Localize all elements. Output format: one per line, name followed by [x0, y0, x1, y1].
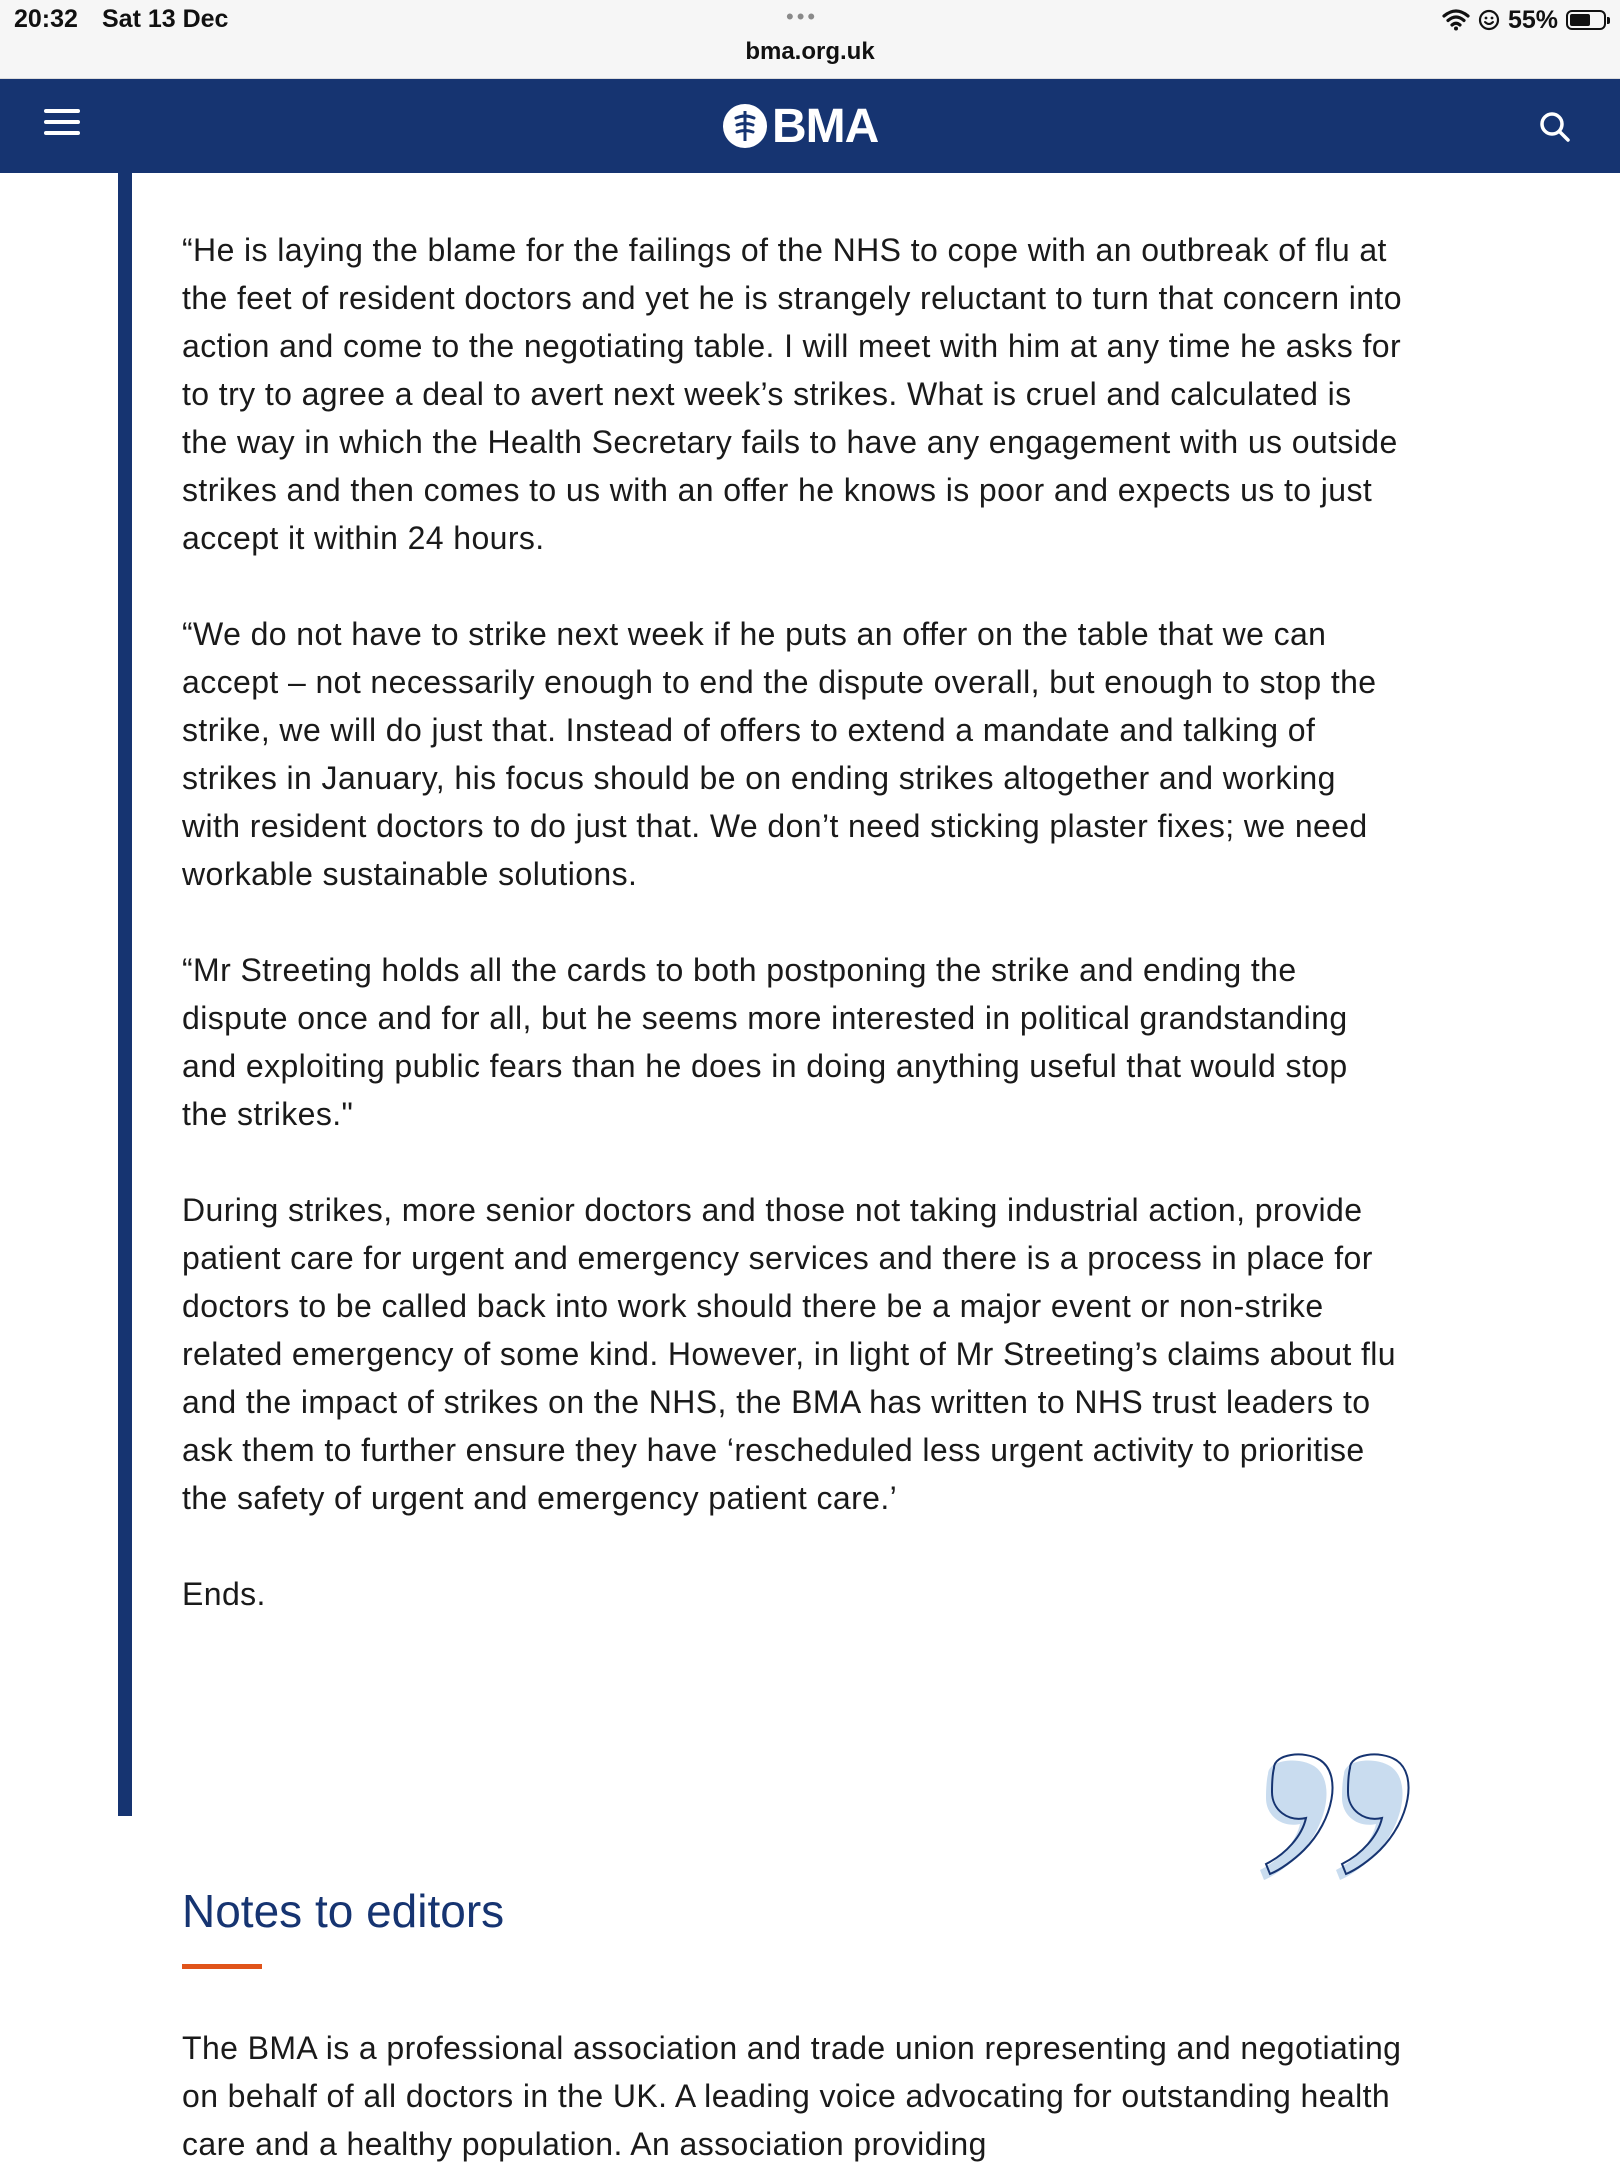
article-body	[182, 226, 1402, 1666]
menu-icon-line	[44, 131, 80, 135]
bma-logo[interactable]	[722, 98, 878, 154]
battery-icon	[1566, 10, 1606, 30]
battery-percent: 55%	[1507, 5, 1558, 34]
bma-emblem-icon	[722, 103, 768, 149]
status-indicators	[1442, 4, 1606, 36]
closing-quote-icon	[1250, 1748, 1450, 1888]
article-paragraph: “We do not have to strike next week if he puts an offer on the table that we can accept – not necessarily enough to end the dispute overall, but enough to stop the strike, we will do just that. Instead of offers to extend a mandate and talking of strikes in January, his focus should be on ending strikes altogether and working with resident doctors to do just that. We don’t need sticking plaster fixes; we need workable sustainable solutions.	[182, 616, 1377, 892]
site-header	[0, 79, 1620, 173]
notes-heading: Notes to editors	[182, 1885, 505, 1937]
article-paragraph: “He is laying the blame for the failings of the NHS to cope with an outbreak of flu at the feet of resident doctors and yet he is strangely reluctant to turn that concern into action and come to the negotiating table. I will meet with him at any time he asks for to try to agree a deal to avert next week’s strikes. What is cruel and calculated is the way in which the Health Secretary fails to have any engagement with us outside strikes and then comes to us with an offer he knows is poor and expects us to just accept it within 24 hours.	[182, 232, 1402, 556]
search-icon	[1536, 108, 1576, 148]
logo-text: BMA	[772, 99, 879, 153]
focus-mode-icon	[1478, 9, 1500, 31]
article-paragraph: “Mr Streeting holds all the cards to both postponing the strike and ending the dispute once and for all, but he seems more interested in political grandstanding and exploiting public fears than he does in doing anything useful that would stop the strikes."	[182, 952, 1348, 1132]
search-button[interactable]	[1536, 108, 1576, 148]
menu-button[interactable]	[44, 109, 84, 143]
status-time: 20:32	[14, 5, 78, 33]
menu-icon-line	[44, 109, 80, 113]
article-paragraph: During strikes, more senior doctors and those not taking industrial action, provide patient care for urgent and emergency services and there is a process in place for doctors to be called back into work should there be a major event or non-strike related emergency of some kind. However, in light of Mr Streeting’s claims about flu and the impact of strikes on the NHS, the BMA has written to NHS trust leaders to ask them to further ensure they have ‘rescheduled less urgent activity to prioritise the safety of urgent and emergency patient care.’	[182, 1192, 1397, 1516]
status-date: Sat 13 Dec	[102, 5, 229, 33]
status-bar	[0, 0, 1620, 79]
heading-underline	[182, 1964, 262, 1969]
wifi-icon	[1442, 9, 1470, 31]
menu-icon-line	[44, 120, 80, 124]
address-bar-url[interactable]: bma.org.uk	[745, 38, 875, 65]
blockquote-bar	[118, 173, 132, 1816]
notes-paragraph: The BMA is a professional association and trade union representing and negotiating on behalf of all doctors in the UK. A leading voice advocating for outstanding health care and a healthy population. An association providing	[182, 2030, 1402, 2162]
article-paragraph: Ends.	[182, 1576, 266, 1612]
more-dots-icon[interactable]: •••	[786, 4, 819, 29]
